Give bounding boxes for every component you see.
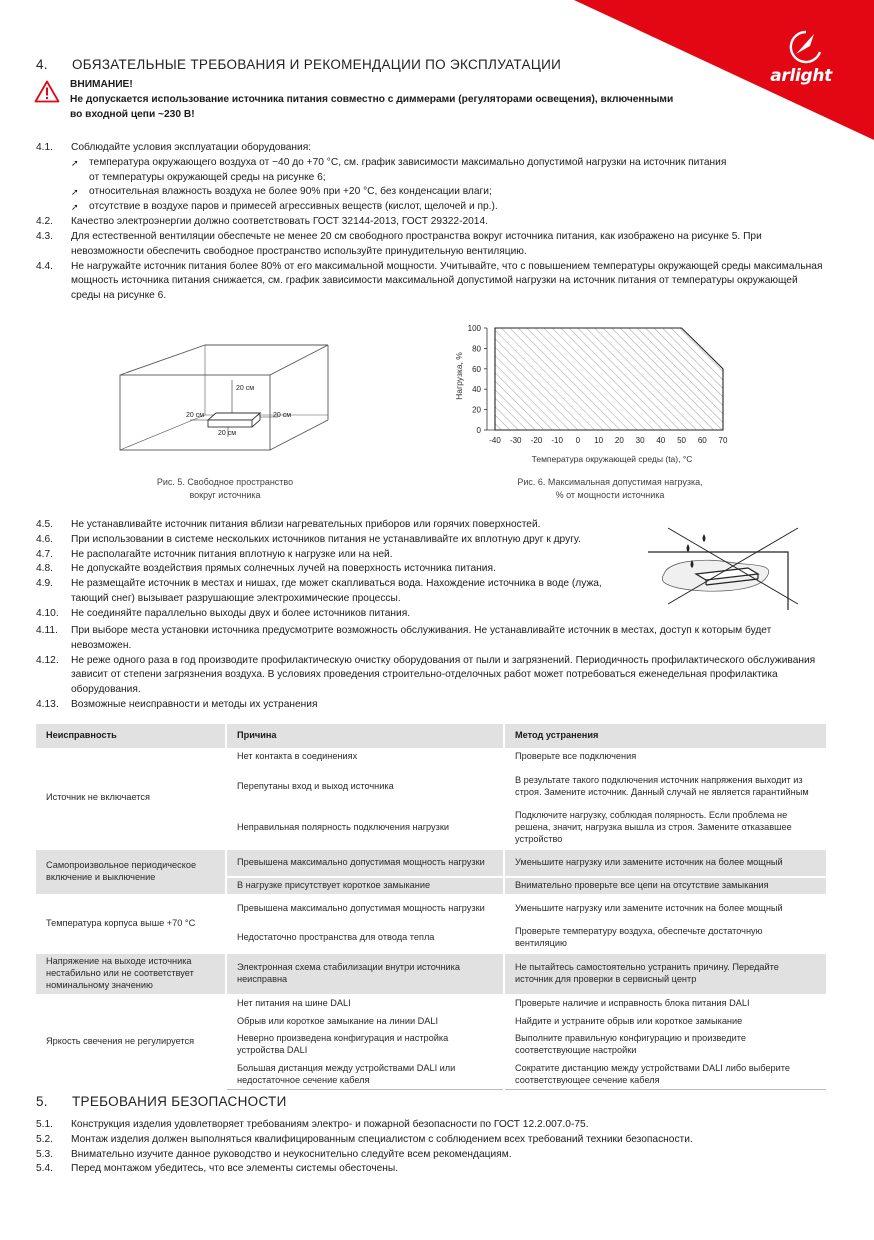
cause-cell: Перепутаны вход и выход источника [226,767,504,807]
figure-6-caption [500,476,720,501]
fix-cell: В результате такого подключения источник напряжения выходит из строя. Замените источник. Данный случай не является гарантийным [504,767,827,807]
caption-line: Рис. 5. Свободное пространство [156,477,294,487]
cause-cell: Неверно произведена конфигурация и настройка устройства DALI [226,1030,504,1060]
fix-cell: Сократите дистанцию между устройствами DALI либо выберите соответствующее сечение кабеля [504,1060,827,1089]
chart-x-tick-label: 20 [614,436,624,445]
warning-line-2: во входной цепи ~230 В! [70,108,195,120]
bullet-line: от температуры окружающей среды на рисунке 6; [89,171,326,183]
item-text: Внимательно изучите данное руководство и неукоснительно следуйте всем рекомендациям. [71,1148,512,1160]
fix-cell: Уменьшите нагрузку или замените источник на более мощный [504,849,827,877]
fix-cell: Проверьте температуру воздуха, обеспечьте достаточную вентиляцию [504,923,827,953]
figure-5-caption [120,476,330,501]
section-5-number: 5. [36,1094,48,1109]
item-text: Возможные неисправности и методы их устранения [71,698,318,710]
item-number: 4.7. [36,548,53,560]
list-item [36,230,826,260]
item-text: Не соединяйте параллельно выходы двух и более источников питания. [71,607,411,619]
table-row [36,995,827,1013]
list-item [36,1162,826,1177]
list-item [36,577,616,607]
cause-cell: Превышена максимально допустимая мощность нагрузки [226,895,504,923]
fault-cell: Напряжение на выходе источника нестабильно или не соответствует номинальному значению [36,953,226,995]
arrow-bullet-icon: ➚ [71,157,79,168]
cause-cell: Нет контакта в соединениях [226,748,504,767]
troubleshooting-table [36,724,828,1091]
chart-x-tick-label: 30 [635,436,645,445]
chart-y-axis-label: Нагрузка, % [454,352,464,400]
list-item [36,215,826,230]
bullet-text [89,156,826,186]
water-drop-icon [703,534,706,542]
section-4-items-upper [36,141,826,304]
item-text: Не допускайте воздействия прямых солнечных лучей на поверхность источника питания. [71,563,496,575]
chart-x-axis-label: Температура окружающей среды (ta), °С [531,454,693,464]
figure-6-load-chart [440,318,740,468]
chart-x-tick-label: -20 [530,436,543,445]
item-text: При выборе места установки источника предусмотрите возможность обслуживания. Не устанавливайте источник в местах, доступ к которым будет невозможен. [71,625,772,651]
warning-text [70,78,690,122]
fault-cell: Температура корпуса выше +70 °С [36,895,226,953]
section-4-items-lower [36,624,826,713]
item-number: 4.8. [36,563,53,575]
warning-triangle-icon [34,80,60,103]
cause-cell: В нагрузке присутствует короткое замыкание [226,877,504,895]
list-item [36,607,616,622]
item-number: 4.1. [36,142,53,153]
item-number: 4.9. [36,578,53,590]
chart-y-tick-label: 0 [476,426,481,435]
dim-label-top: 20 см [236,385,255,392]
bullet-text: отсутствие в воздухе паров и примесей агрессивных веществ (кислот, щелочей и пр.). [89,201,498,213]
list-item [36,533,616,548]
item-text: Монтаж изделия должен выполняться квалифицированным специалистом с соблюдением всех требований техники безопасности. [71,1133,693,1145]
caption-line: % от мощности источника [555,489,665,500]
header-fault: Неисправность [36,724,226,748]
list-item [36,698,826,713]
fault-cell: Самопроизвольное периодическое включение и выключение [36,849,226,895]
item-number: 4.10. [36,607,59,619]
fix-cell: Найдите и устраните обрыв или короткое замыкание [504,1013,827,1031]
fix-cell: Проверьте наличие и исправность блока питания DALI [504,995,827,1013]
cause-cell: Нет питания на шине DALI [226,995,504,1013]
cause-cell: Превышена максимально допустимая мощность нагрузки [226,849,504,877]
cause-cell: Большая дистанция между устройствами DALI или недостаточное сечение кабеля [226,1060,504,1089]
section-5-items [36,1118,826,1177]
section-5-title [36,1092,287,1112]
header-cause: Причина [226,724,504,748]
section-4-number: 4. [36,57,48,72]
table-row [36,895,827,923]
warning-line-1: Не допускается использование источника питания совместно с диммерами (регуляторами освещения), включенными [70,93,674,105]
chart-x-tick-label: 70 [718,436,728,445]
bullet-text: относительная влажность воздуха не более 90% при +20 °С, без конденсации влаги; [89,186,492,198]
fault-cell: Яркость свечения не регулируется [36,995,226,1090]
chart-y-tick-label: 60 [472,364,481,374]
cause-cell: Электронная схема стабилизации внутри источника неисправна [226,953,504,995]
item-text: Не располагайте источник питания вплотную к нагрузке или на ней. [71,548,393,560]
cause-cell: Обрыв или короткое замыкание на линии DALI [226,1013,504,1031]
chart-y-tick-label: 100 [467,324,481,333]
section-4-title [36,55,561,75]
list-item [36,624,826,654]
section-4-heading: ОБЯЗАТЕЛЬНЫЕ ТРЕБОВАНИЯ И РЕКОМЕНДАЦИИ ПО ЭКСПЛУАТАЦИИ [72,57,562,72]
water-drop-icon [687,544,690,552]
item-text: Не реже одного раза в год производите профилактическую очистку оборудования от пыли и загрязнений. Периодичность профилактического обслуживания зависит от степени загрязнения воздуха. В условиях проведения строительно-отделочных работ может потребоваться еженедельная профилактика оборудования. [71,654,816,696]
arrow-bullet-icon: ➚ [71,202,79,213]
chart-x-tick-label: 10 [594,436,604,445]
fault-cell: Источник не включается [36,748,226,849]
item-number: 4.11. [36,625,58,636]
list-item [36,260,826,304]
warning-title: ВНИМАНИЕ! [70,79,133,90]
item-number: 4.12. [36,654,59,666]
list-item [36,1133,826,1148]
chart-area-series [495,328,723,430]
chart-y-tick-label: 40 [472,385,481,395]
item-number: 4.5. [36,519,53,530]
cause-cell: Неправильная полярность подключения нагрузки [226,807,504,849]
bullet-line: температура окружающего воздуха от −40 до +70 °С, см. график зависимости максимально допустимой нагрузки на источник питания [89,156,727,168]
section-5-heading: ТРЕБОВАНИЯ БЕЗОПАСНОСТИ [72,1094,287,1109]
section-4-items-middle [36,518,616,621]
item-number: 4.13. [36,698,59,710]
list-item [36,1148,826,1163]
item-number: 4.4. [36,260,53,272]
item-text: Перед монтажом убедитесь, что все элементы системы обесточены. [71,1163,399,1175]
fix-cell: Уменьшите нагрузку или замените источник на более мощный [504,895,827,923]
table-row [36,849,827,877]
item-text: Конструкция изделия удовлетворяет требованиям электро- и пожарной безопасности по ГОСТ 12.2.007.0-75. [71,1119,589,1130]
fix-cell: Не пытайтесь самостоятельно устранить причину. Передайте источник для проверки в сервисный центр [504,953,827,995]
chart-x-tick-label: 60 [697,436,707,445]
chart-x-tick-label: 0 [575,436,581,445]
list-item [36,518,616,533]
dim-label-left: 20 см [186,412,205,419]
chart-x-tick-label: -40 [489,436,501,445]
item-number: 4.6. [36,533,53,545]
item-number: 5.3. [36,1148,53,1160]
bullet-item [36,200,826,215]
item-text: При использовании в системе нескольких источников питания не устанавливайте их вплотную друг к другу. [71,533,581,545]
item-number: 4.3. [36,231,53,243]
dim-label-front: 20 см [218,430,237,437]
item-text: Не нагружайте источник питания более 80% от его максимальной мощности. Учитывайте, что с повышением температуры окружающей среды максимальная мощность источника питания снижается, см. график зависимости максимальной допустимой нагрузки на источник питания от температуры окружающей среды на рисунке 6. [71,260,823,302]
table-row [36,953,827,995]
fix-cell: Подключите нагрузку, соблюдая полярность. Если проблема не решена, значит, нагрузка вышла из строя. Замените отказавшее устройство [504,807,827,849]
chart-x-tick-label: -30 [509,436,522,445]
item-text: Не размещайте источник в местах и нишах, где может скапливаться вода. Нахождение источника в воде (лужа, тающий снег) вызывает разрушающие электрохимические процессы. [71,578,602,604]
fix-cell: Выполните правильную конфигурацию и произведите соответствующие настройки [504,1030,827,1060]
figure-5-free-space-diagram [110,335,340,455]
table-header-row [36,724,827,748]
item-text: Для естественной вентиляции обеспечьте не менее 20 см свободного пространства вокруг источника питания, как изображено на рисунке 5. При невозможности обеспечить свободное пространство используйте принудительную вентиляцию. [71,231,762,257]
chart-y-tick-label: 80 [472,344,481,354]
list-item [36,562,616,577]
list-item [36,1118,826,1133]
header-fix: Метод устранения [504,724,827,748]
caption-line: вокруг источника [189,489,261,500]
bullet-item [36,185,826,200]
dim-label-right: 20 см [273,412,292,419]
chart-x-tick-label: 40 [656,436,666,445]
item-number: 4.2. [36,216,53,228]
list-item [36,548,616,563]
chart-x-tick-label: -10 [551,436,563,445]
table-row [36,748,827,767]
item-text: Не устанавливайте источник питания вблизи нагревательных приборов или горячих поверхностей. [71,519,541,530]
fix-cell: Внимательно проверьте все цепи на отсутствие замыкания [504,877,827,895]
arrow-bullet-icon: ➚ [71,187,79,198]
caption-line: Рис. 6. Максимальная допустимая нагрузка, [517,477,703,487]
fix-cell: Проверьте все подключения [504,748,827,767]
item-number: 5.1. [36,1119,53,1130]
no-water-placement-illustration [648,522,828,610]
item-text: Соблюдайте условия эксплуатации оборудования: [71,142,312,153]
item-number: 5.4. [36,1163,53,1175]
brand-logo-text: arlight [770,66,832,86]
chart-x-tick-label: 50 [677,436,686,445]
bullet-item [36,156,826,186]
list-item [36,654,826,698]
cause-cell: Недостаточно пространства для отвода тепла [226,923,504,953]
list-item [36,141,826,156]
chart-y-tick-label: 20 [472,405,481,415]
item-text: Качество электроэнергии должно соответствовать ГОСТ 32144-2013, ГОСТ 29322-2014. [71,216,488,228]
item-number: 5.2. [36,1133,53,1145]
arlight-logo-icon [786,28,826,64]
